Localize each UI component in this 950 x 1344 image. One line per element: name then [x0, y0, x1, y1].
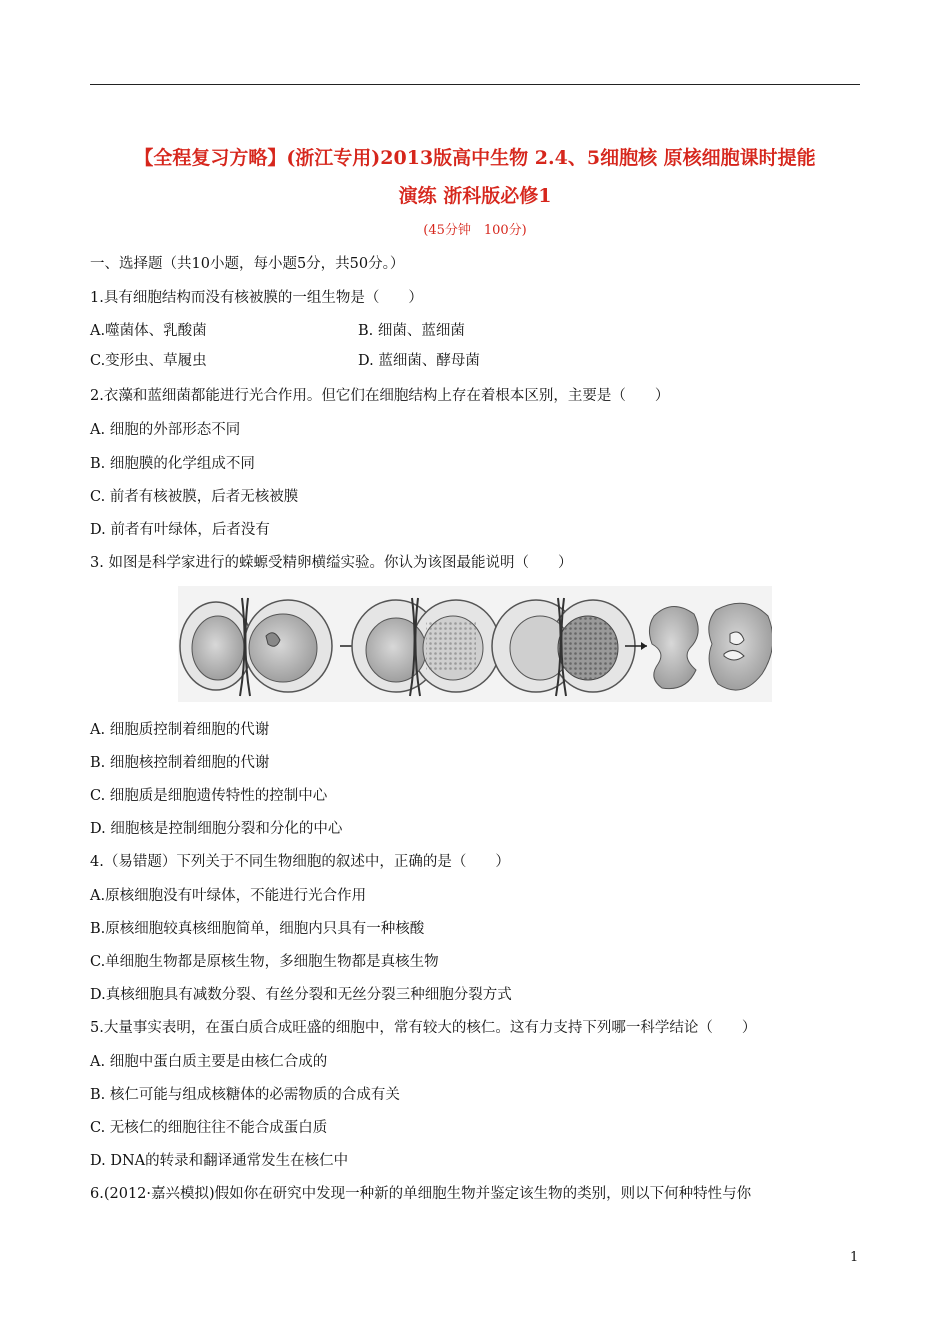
stage-2-egg [352, 598, 500, 696]
q3-option-b: B. 细胞核控制着细胞的代谢 [90, 755, 270, 771]
q2-stem: 2.衣藻和蓝细菌都能进行光合作用。但它们在细胞结构上存在着根本区别，主要是（ ） [90, 388, 670, 404]
q2-option-a: A. 细胞的外部形态不同 [90, 422, 241, 438]
q3-option-a: A. 细胞质控制着细胞的代谢 [90, 722, 270, 738]
header-rule [90, 84, 860, 85]
q4-option-c: C.单细胞生物都是原核生物，多细胞生物都是真核生物 [90, 954, 439, 970]
q2-option-c: C. 前者有核被膜，后者无核被膜 [90, 489, 299, 505]
newt-egg-experiment-figure [178, 586, 772, 702]
q4-option-a: A.原核细胞没有叶绿体，不能进行光合作用 [90, 888, 367, 904]
doc-title-line2: 演练 浙科版必修1 [398, 185, 552, 207]
stage-1-egg [180, 598, 332, 696]
q5-stem: 5.大量事实表明，在蛋白质合成旺盛的细胞中，常有较大的核仁。这有力支持下列哪一科学结论（ ） [90, 1020, 757, 1036]
section-heading: 一、选择题（共10小题，每小题5分，共50分。） [90, 256, 405, 272]
q3-stem: 3. 如图是科学家进行的蝾螈受精卵横缢实验。你认为该图最能说明（ ） [90, 555, 573, 571]
q3-option-c: C. 细胞质是细胞遗传特性的控制中心 [90, 788, 328, 804]
page-number: 1 [850, 1250, 859, 1265]
q2-option-b: B. 细胞膜的化学组成不同 [90, 456, 255, 472]
q6-stem: 6.(2012·嘉兴模拟)假如你在研究中发现一种新的单细胞生物并鉴定该生物的类别，则以下何种特性与你 [90, 1186, 752, 1202]
q5-option-d: D. DNA的转录和翻译通常发生在核仁中 [90, 1153, 349, 1169]
q1-option-c: C.变形虫、草履虫 [90, 353, 207, 369]
q4-option-b: B.原核细胞较真核细胞简单，细胞内只具有一种核酸 [90, 921, 425, 937]
q5-option-b: B. 核仁可能与组成核糖体的必需物质的合成有关 [90, 1087, 400, 1103]
stage-4-embryos [649, 603, 772, 690]
q5-option-a: A. 细胞中蛋白质主要是由核仁合成的 [90, 1054, 328, 1070]
doc-subtitle: (45分钟 100分) [423, 223, 527, 238]
q5-option-c: C. 无核仁的细胞往往不能合成蛋白质 [90, 1120, 328, 1136]
doc-title-line1: 【全程复习方略】(浙江专用)2013版高中生物 2.4、5细胞核 原核细胞课时提能 [134, 147, 816, 169]
q3-option-d: D. 细胞核是控制细胞分裂和分化的中心 [90, 821, 343, 837]
q4-option-d: D.真核细胞具有减数分裂、有丝分裂和无丝分裂三种细胞分裂方式 [90, 987, 512, 1003]
newt-egg-figure-svg [178, 586, 772, 702]
q4-stem: 4.（易错题）下列关于不同生物细胞的叙述中，正确的是（ ） [90, 854, 510, 870]
stage-3-egg [492, 598, 635, 696]
q1-option-a: A.噬菌体、乳酸菌 [90, 323, 207, 339]
q1-stem: 1.具有细胞结构而没有核被膜的一组生物是（ ） [90, 290, 423, 306]
q1-option-d: D. 蓝细菌、酵母菌 [358, 353, 480, 369]
q1-option-b: B. 细菌、蓝细菌 [358, 323, 465, 339]
q2-option-d: D. 前者有叶绿体，后者没有 [90, 522, 270, 538]
